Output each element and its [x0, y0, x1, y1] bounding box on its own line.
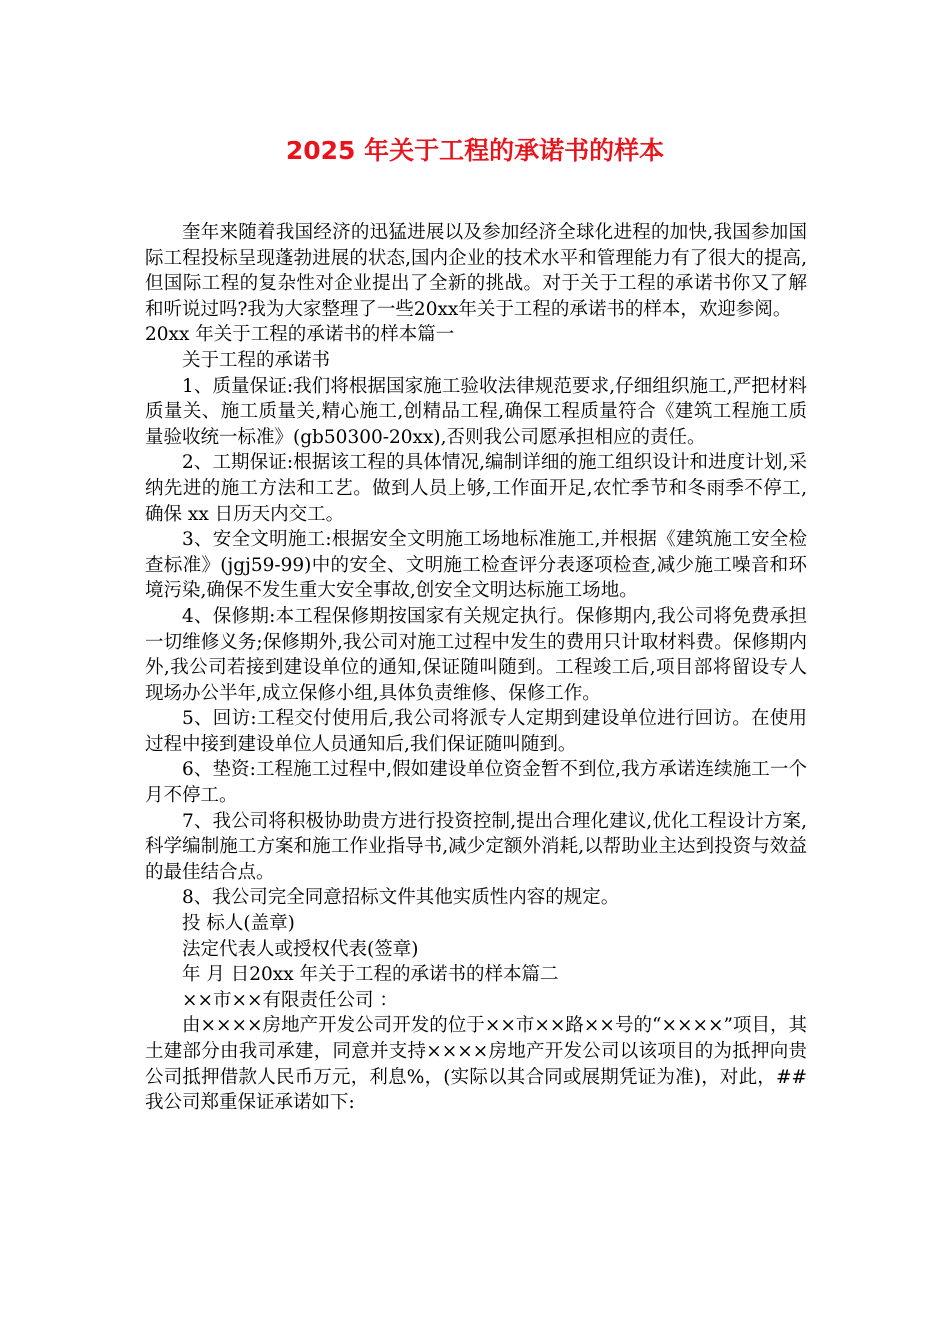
- clause-quality: 1、质量保证:我们将根据国家施工验收法律规范要求,仔细组织施工,严把材料质量关、施工质量关,精心施工,创精品工程,确保工程质量符合《建筑工程施工质量验收统一标准》(gb50300-20xx),否则我公司愿承担相应的责任。: [145, 375, 807, 448]
- signature-bidder: 投 标人(盖章): [182, 913, 295, 935]
- clause-cost-control: 7、我公司将积极协助贵方进行投资控制,提出合理化建议,优化工程设计方案,科学编制施工方案和施工作业指导书,减少定额外消耗,以帮助业主达到投资与效益的最佳结合点。: [145, 810, 807, 883]
- letter-body-paragraph: 由××××房地产开发公司开发的位于××市××路××号的“××××”项目，其土建部分由我司承建，同意并支持××××房地产开发公司以该项目的为抵押向贵公司抵押借款人民币万元，利息%，(实际以其合同或展期凭证为准)，对此，##我公司郑重保证承诺如下:: [145, 1015, 807, 1114]
- letter-title: 关于工程的承诺书: [182, 349, 331, 371]
- letter-recipient: ××市××有限责任公司 ：: [182, 989, 398, 1011]
- clause-follow-up: 5、回访:工程交付使用后,我公司将派专人定期到建设单位进行回访。在使用过程中接到建设单位人员通知后,我们保证随叫随到。: [145, 708, 807, 755]
- clause-funding: 6、垫资:工程施工过程中,假如建设单位资金暂不到位,我方承诺连续施工一个月不停工。: [145, 759, 807, 807]
- intro-paragraph: 奎年来随着我国经济的迅猛进展以及参加经济全球化进程的加快,我国参加国际工程投标呈现蓬勃进展的状态,国内企业的技术水平和管理能力有了很大的提高,但国际工程的复杂性对企业提出了全新的挑战。对于关于工程的承诺书你又了解和听说过吗?我为大家整理了一些20xx年关于工程的承诺书的样本，欢迎参阅。: [145, 222, 807, 320]
- clause-schedule: 2、工期保证:根据该工程的具体情况,编制详细的施工组织设计和进度计划,采纳先进的施工方法和工艺。做到人员上够,工作面开足,农忙季节和冬雨季不停工,确保 xx 日历天内交工。: [145, 452, 807, 525]
- clause-warranty: 4、保修期:本工程保修期按国家有关规定执行。保修期内,我公司将免费承担一切维修义务;保修期外,我公司对施工过程中发生的费用只计取材料费。保修期内外,我公司若接到建设单位的通知,保证随叫随到。工程竣工后,项目部将留设专人现场办公半年,成立保修小组,具体负责维修、保修工作。: [145, 605, 807, 704]
- clause-safety: 3、安全文明施工:根据安全文明施工场地标准施工,并根据《建筑施工安全检查标准》(jgj59-99)中的安全、文明施工检查评分表逐项检查,减少施工噪音和环境污染,确保不发生重大安全事故,创安全文明达标施工场地。: [145, 529, 807, 602]
- document-body: [145, 220, 807, 1116]
- document-title: 2025 年关于工程的承诺书的样本: [285, 136, 665, 165]
- section-heading-one: 20xx 年关于工程的承诺书的样本篇一: [145, 324, 455, 346]
- signature-representative: 法定代表人或授权代表(签章): [182, 938, 419, 960]
- date-and-section-heading-two: 年 月 日20xx 年关于工程的承诺书的样本篇二: [182, 964, 559, 986]
- clause-agreement: 8、我公司完全同意招标文件其他实质性内容的规定。: [182, 887, 620, 909]
